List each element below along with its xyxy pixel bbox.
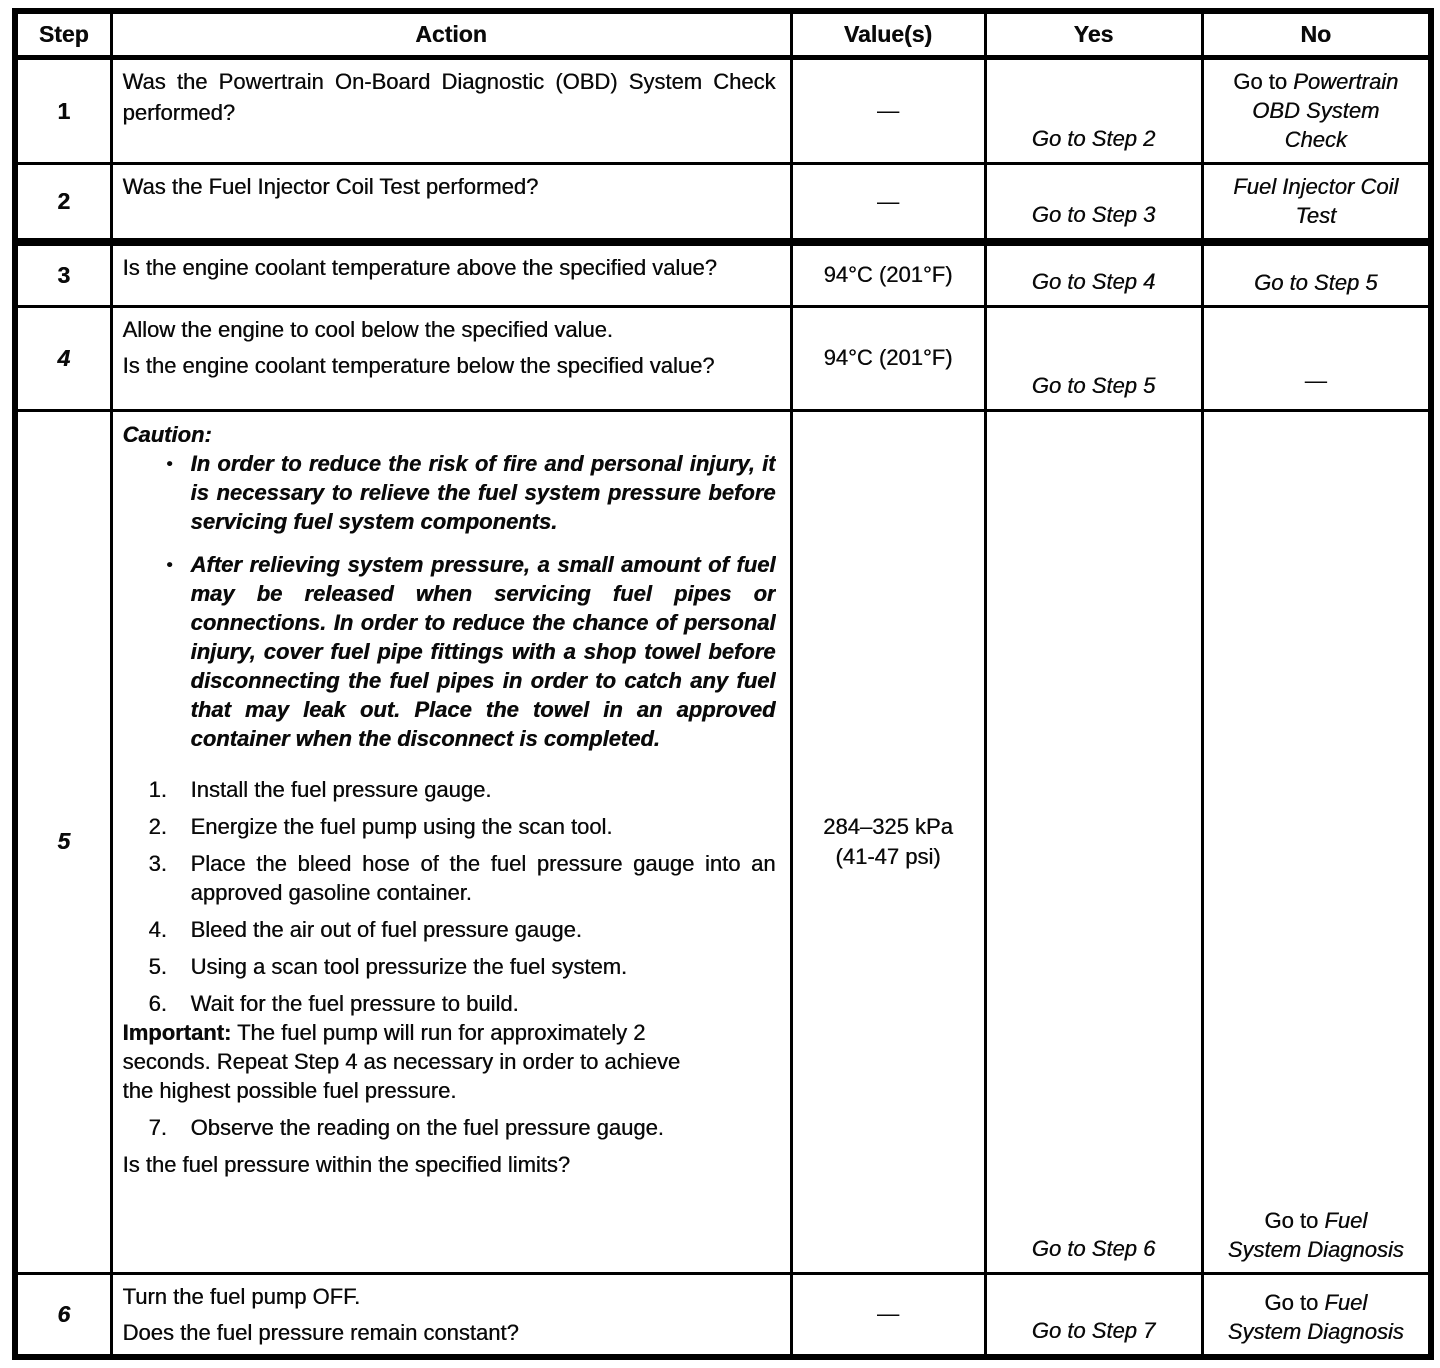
no-cell — [1202, 58, 1431, 164]
step-item-number: 3. — [148, 850, 167, 876]
step-number: 4 — [15, 306, 111, 410]
action-text: Allow the engine to cool below the specified value. — [122, 316, 613, 342]
bullet-icon: • — [166, 453, 173, 473]
step-item-number: 4. — [148, 916, 167, 942]
no-line: Fuel Injector Coil — [1233, 174, 1399, 199]
action-text: Is the engine coolant temperature below the specified value? — [122, 352, 715, 378]
action-text: Does the fuel pressure remain constant? — [122, 1319, 519, 1345]
step-item-number: 2. — [148, 813, 167, 839]
action-cell — [111, 1273, 791, 1357]
numbered-step — [149, 1113, 776, 1142]
action-text: Was the Powertrain On-Board Diagnostic (OBD) System Check performed? — [122, 69, 776, 125]
caution-bullet-item — [167, 550, 776, 753]
step-item-number: 7. — [148, 1114, 167, 1140]
value-cell: 94°C (201°F) — [791, 306, 985, 410]
value-cell: — — [791, 1273, 985, 1357]
step-item-text: Energize the fuel pump using the scan tool. — [190, 813, 613, 839]
no-cell — [1202, 164, 1431, 243]
no-line: Go to Powertrain — [1233, 69, 1399, 94]
value-cell: — — [791, 58, 985, 164]
no-cell: — — [1202, 306, 1431, 410]
col-header-yes: Yes — [985, 11, 1202, 58]
value-cell — [791, 410, 985, 1273]
table-row-step-1 — [15, 58, 1431, 164]
value-cell: 94°C (201°F) — [791, 242, 985, 306]
action-text: Is the engine coolant temperature above the specified value? — [122, 255, 717, 280]
table-row-step-5 — [15, 410, 1431, 1273]
yes-cell: Go to Step 6 — [985, 410, 1202, 1273]
header-row — [15, 11, 1431, 58]
no-line: Go to Fuel — [1264, 1289, 1368, 1315]
yes-cell: Go to Step 2 — [985, 58, 1202, 164]
step-item-text: Wait for the fuel pressure to build. — [190, 990, 519, 1016]
numbered-step — [149, 952, 776, 981]
step-number: 1 — [15, 58, 111, 164]
important-text: The fuel pump will run for approximately 2 seconds. Repeat Step 4 as necessary in order to achieve the highest possible fuel pressure. — [122, 1019, 681, 1103]
step-item-text: Observe the reading on the fuel pressure gauge. — [190, 1114, 664, 1140]
numbered-step — [149, 915, 776, 944]
caution-heading: Caution: — [122, 421, 212, 447]
step-item-number: 1. — [148, 776, 167, 802]
step5-question: Is the fuel pressure within the specified limits? — [122, 1151, 571, 1177]
value-line: 284–325 kPa — [823, 813, 953, 839]
no-cell — [1202, 1273, 1431, 1357]
numbered-step — [149, 849, 776, 907]
col-header-step: Step — [15, 11, 111, 58]
col-header-no: No — [1202, 11, 1431, 58]
table-row-step-2 — [15, 164, 1431, 243]
col-header-values: Value(s) — [791, 11, 985, 58]
no-line: System Diagnosis — [1227, 1318, 1404, 1344]
table-row-step-4 — [15, 306, 1431, 410]
yes-cell: Go to Step 7 — [985, 1273, 1202, 1357]
step-item-number: 6. — [148, 990, 167, 1016]
bullet-icon: • — [166, 554, 173, 574]
step-item-text: Place the bleed hose of the fuel pressure gauge into an approved gasoline container. — [190, 850, 776, 905]
table-row-step-3 — [15, 242, 1431, 306]
yes-cell: Go to Step 3 — [985, 164, 1202, 243]
step-item-text: Using a scan tool pressurize the fuel system. — [190, 953, 628, 979]
value-cell: — — [791, 164, 985, 243]
numbered-step — [149, 812, 776, 841]
action-cell — [111, 164, 791, 243]
action-cell — [111, 306, 791, 410]
caution-bullet-text: In order to reduce the risk of fire and personal injury, it is necessary to relieve the fuel system pressure before servicing fuel system components. — [190, 450, 776, 534]
numbered-step — [149, 989, 776, 1018]
step-number: 5 — [15, 410, 111, 1273]
step-number: 6 — [15, 1273, 111, 1357]
step-item-number: 5. — [148, 953, 167, 979]
action-cell — [111, 242, 791, 306]
no-cell — [1202, 410, 1431, 1273]
numbered-step — [149, 775, 776, 804]
important-label: Important: — [122, 1019, 232, 1045]
caution-bullet-text: After relieving system pressure, a small amount of fuel may be released when servicing fuel pipes or connections. In order to reduce the chance of personal injury, cover fuel pipe fittings with a shop towel before disconnecting the fuel pipes in order to catch any fuel that may leak out. Place the towel in an approved container when the disconnect is completed. — [190, 551, 776, 751]
action-cell — [111, 410, 791, 1273]
col-header-action: Action — [111, 11, 791, 58]
caution-bullet-item — [167, 449, 776, 536]
no-line: Go to Fuel — [1264, 1207, 1368, 1233]
table-row-step-6 — [15, 1273, 1431, 1357]
step-number: 2 — [15, 164, 111, 243]
value-line: (41-47 psi) — [835, 843, 941, 869]
yes-cell: Go to Step 4 — [985, 242, 1202, 306]
action-cell — [111, 58, 791, 164]
fuel-system-diagnosis-table — [12, 8, 1434, 1360]
no-line: System Diagnosis — [1227, 1236, 1404, 1262]
yes-cell: Go to Step 5 — [985, 306, 1202, 410]
step-item-text: Install the fuel pressure gauge. — [190, 776, 492, 802]
step5-action-content — [123, 418, 776, 1266]
action-text: Was the Fuel Injector Coil Test performed? — [122, 174, 539, 199]
action-text: Turn the fuel pump OFF. — [122, 1283, 361, 1309]
no-cell: Go to Step 5 — [1202, 242, 1431, 306]
step-number: 3 — [15, 242, 111, 306]
no-line: Check — [1284, 127, 1347, 152]
no-line: OBD System — [1252, 98, 1380, 123]
no-line: Test — [1295, 203, 1337, 228]
important-note — [123, 1018, 715, 1105]
step-item-text: Bleed the air out of fuel pressure gauge. — [190, 916, 582, 942]
